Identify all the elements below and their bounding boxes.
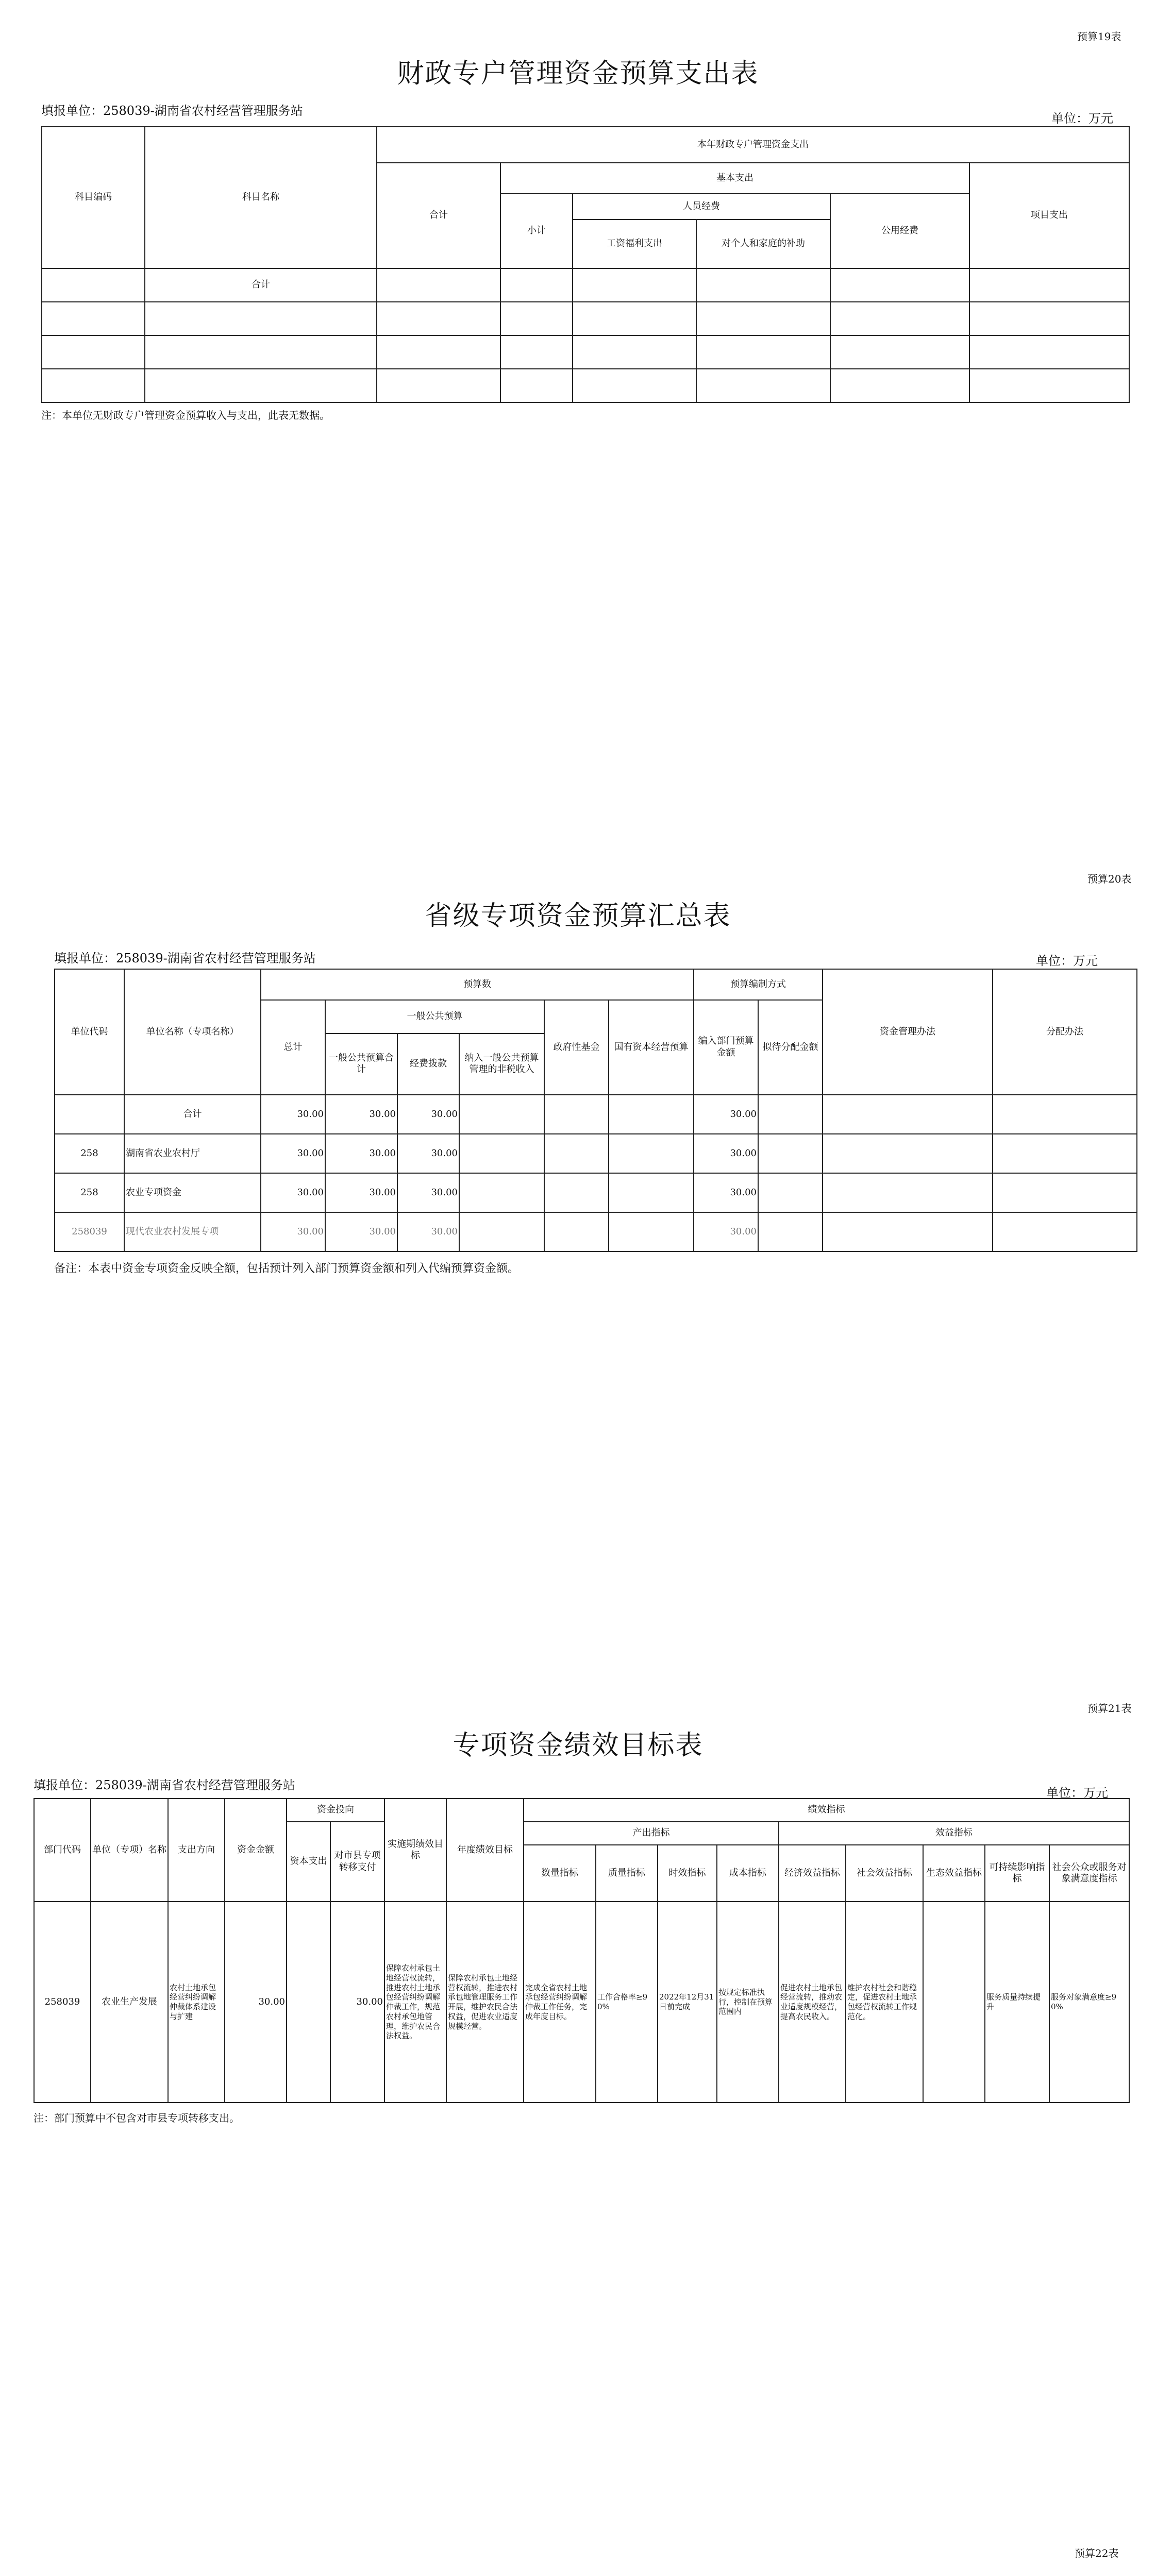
footnote: 注：部门预算中不包含对市县专项转移支出。 <box>33 2112 240 2124</box>
header-subsidy: 对个人和家庭的补助 <box>696 219 830 268</box>
footnote: 备注：本表中资金专项资金反映全额，包括预计列入部门预算资金额和列入代编预算资金额。 <box>54 1262 520 1275</box>
table-cell <box>42 268 145 302</box>
provincial-funds-table <box>54 969 1137 1252</box>
header-entered: 编入部门预算金额 <box>694 1000 758 1095</box>
header-name: 科目名称 <box>145 127 377 268</box>
header-budget: 预算数 <box>261 969 694 1000</box>
page-title: 专项资金绩效目标表 <box>453 1730 703 1761</box>
header-public: 公用经费 <box>830 194 969 268</box>
header-personnel: 人员经费 <box>573 194 830 219</box>
header-name: 单位名称（专项名称） <box>124 969 261 1095</box>
page-tag: 预算22表 <box>1075 2547 1119 2560</box>
header-transfer: 对市县专项转移支付 <box>330 1822 384 1902</box>
header-satisfaction: 社会公众或服务对象满意度指标 <box>1049 1845 1129 1902</box>
table-row: 258039 现代农业农村发展专项 30.00 30.00 30.00 30.00 <box>55 1212 1137 1251</box>
header-ecological: 生态效益指标 <box>923 1845 985 1902</box>
table-row: 258 农业专项资金 30.00 30.00 30.00 30.00 <box>55 1173 1137 1212</box>
footnote: 注：本单位无财政专户管理资金预算收入与支出，此表无数据。 <box>41 409 330 421</box>
reporting-unit: 填报单位：258039-湖南省农村经营管理服务站 <box>54 951 316 965</box>
header-total: 合计 <box>377 163 500 268</box>
header-quality: 质量指标 <box>596 1845 658 1902</box>
header-general: 一般公共预算 <box>325 1000 544 1033</box>
header-method: 预算编制方式 <box>694 969 823 1000</box>
header-state-capital: 国有资本经营预算 <box>609 1000 694 1095</box>
reporting-unit: 填报单位：258039-湖南省农村经营管理服务站 <box>41 104 303 118</box>
header-code: 科目编码 <box>42 127 145 268</box>
header-sustain: 可持续影响指标 <box>985 1845 1049 1902</box>
section-special-account <box>0 0 1156 773</box>
header-gov-fund: 政府性基金 <box>544 1000 609 1095</box>
header-wage: 工资福利支出 <box>573 219 696 268</box>
table-row: 258039 农业生产发展 农村土地承包经营纠纷调解仲裁体系建设与扩建 30.00 30.00 保障农村承包土地经营权流转，推进农村土地承包经营纠纷调解仲裁工作，规范农村承包地管理，维护农民合法权益。 保障农村承包土地经营权流转，推进农村承包地管理服务工作开展，维护农民合法权益，促进农业适度规模经营。 完成全省农村土地承包经营纠纷调解仲裁工作任务，完成年度目标。 工作合格率≥90% 2022年12月31日前完成 按规定标准执行，控制在预算范围内 促进农村土地承包经营流转，推动农业适度规模经营，提高农民收入。 维护农村社会和谐稳定，促进农村土地承包经营权流转工作规范化。 服务质量持续提升 服务对象满意度≥90% <box>34 1902 1129 2103</box>
special-performance-table <box>33 1798 1130 2103</box>
header-economic: 经济效益指标 <box>779 1845 846 1902</box>
header-dept-code: 部门代码 <box>34 1799 91 1902</box>
header-long-target: 实施期绩效目标 <box>384 1799 446 1902</box>
section-other-performance <box>0 2318 1156 2576</box>
reporting-unit: 填报单位：258039-湖南省农村经营管理服务站 <box>33 1778 295 1792</box>
page-tag: 预算19表 <box>1077 30 1121 43</box>
header-basic: 基本支出 <box>500 163 969 194</box>
section-special-performance <box>0 1546 1156 2318</box>
header-indicators: 绩效指标 <box>524 1799 1129 1822</box>
header-sum: 总计 <box>261 1000 325 1095</box>
header-allocation: 分配办法 <box>993 969 1137 1095</box>
money-unit: 单位：万元 <box>1051 111 1113 126</box>
header-general-sub: 一般公共预算合计 <box>325 1033 397 1095</box>
header-subtotal: 小计 <box>500 194 573 268</box>
page-title: 财政专户管理资金预算支出表 <box>397 58 759 89</box>
page-tag: 预算21表 <box>1087 1702 1132 1715</box>
header-timeliness: 时效指标 <box>658 1845 717 1902</box>
special-account-table <box>41 126 1130 403</box>
header-capital: 资本支出 <box>287 1822 330 1902</box>
header-project: 项目支出 <box>969 163 1129 268</box>
table-row: 合计 30.00 30.00 30.00 30.00 <box>55 1095 1137 1134</box>
table-row: 258 湖南省农业农村厅 30.00 30.00 30.00 30.00 <box>55 1134 1137 1173</box>
header-transfer: 纳入一般公共预算管理的非税收入 <box>459 1033 544 1095</box>
header-amount: 资金金额 <box>225 1799 287 1902</box>
header-mgmt: 资金管理办法 <box>823 969 993 1095</box>
page-title: 省级专项资金预算汇总表 <box>425 901 731 931</box>
page-tag: 预算20表 <box>1087 873 1132 885</box>
header-funding: 资金投向 <box>287 1799 384 1822</box>
header-cost: 成本指标 <box>717 1845 779 1902</box>
header-quantity: 数量指标 <box>524 1845 596 1902</box>
total-row-label: 合计 <box>145 268 377 302</box>
header-name: 单位（专项）名称 <box>91 1799 168 1902</box>
money-unit: 单位：万元 <box>1036 954 1098 968</box>
header-annual-target: 年度绩效目标 <box>446 1799 524 1902</box>
header-output: 产出指标 <box>524 1822 779 1845</box>
header-social: 社会效益指标 <box>846 1845 923 1902</box>
money-unit: 单位：万元 <box>1046 1786 1108 1800</box>
header-code: 单位代码 <box>55 969 124 1095</box>
page-title <box>0 2571 1156 2576</box>
header-current-year: 本年财政专户管理资金支出 <box>377 127 1129 163</box>
header-unallocated: 拟待分配金额 <box>758 1000 823 1095</box>
section-provincial-special-funds <box>0 773 1156 1546</box>
header-direction: 支出方向 <box>168 1799 225 1902</box>
header-benefit: 效益指标 <box>779 1822 1129 1845</box>
header-operating: 经费拨款 <box>397 1033 459 1095</box>
